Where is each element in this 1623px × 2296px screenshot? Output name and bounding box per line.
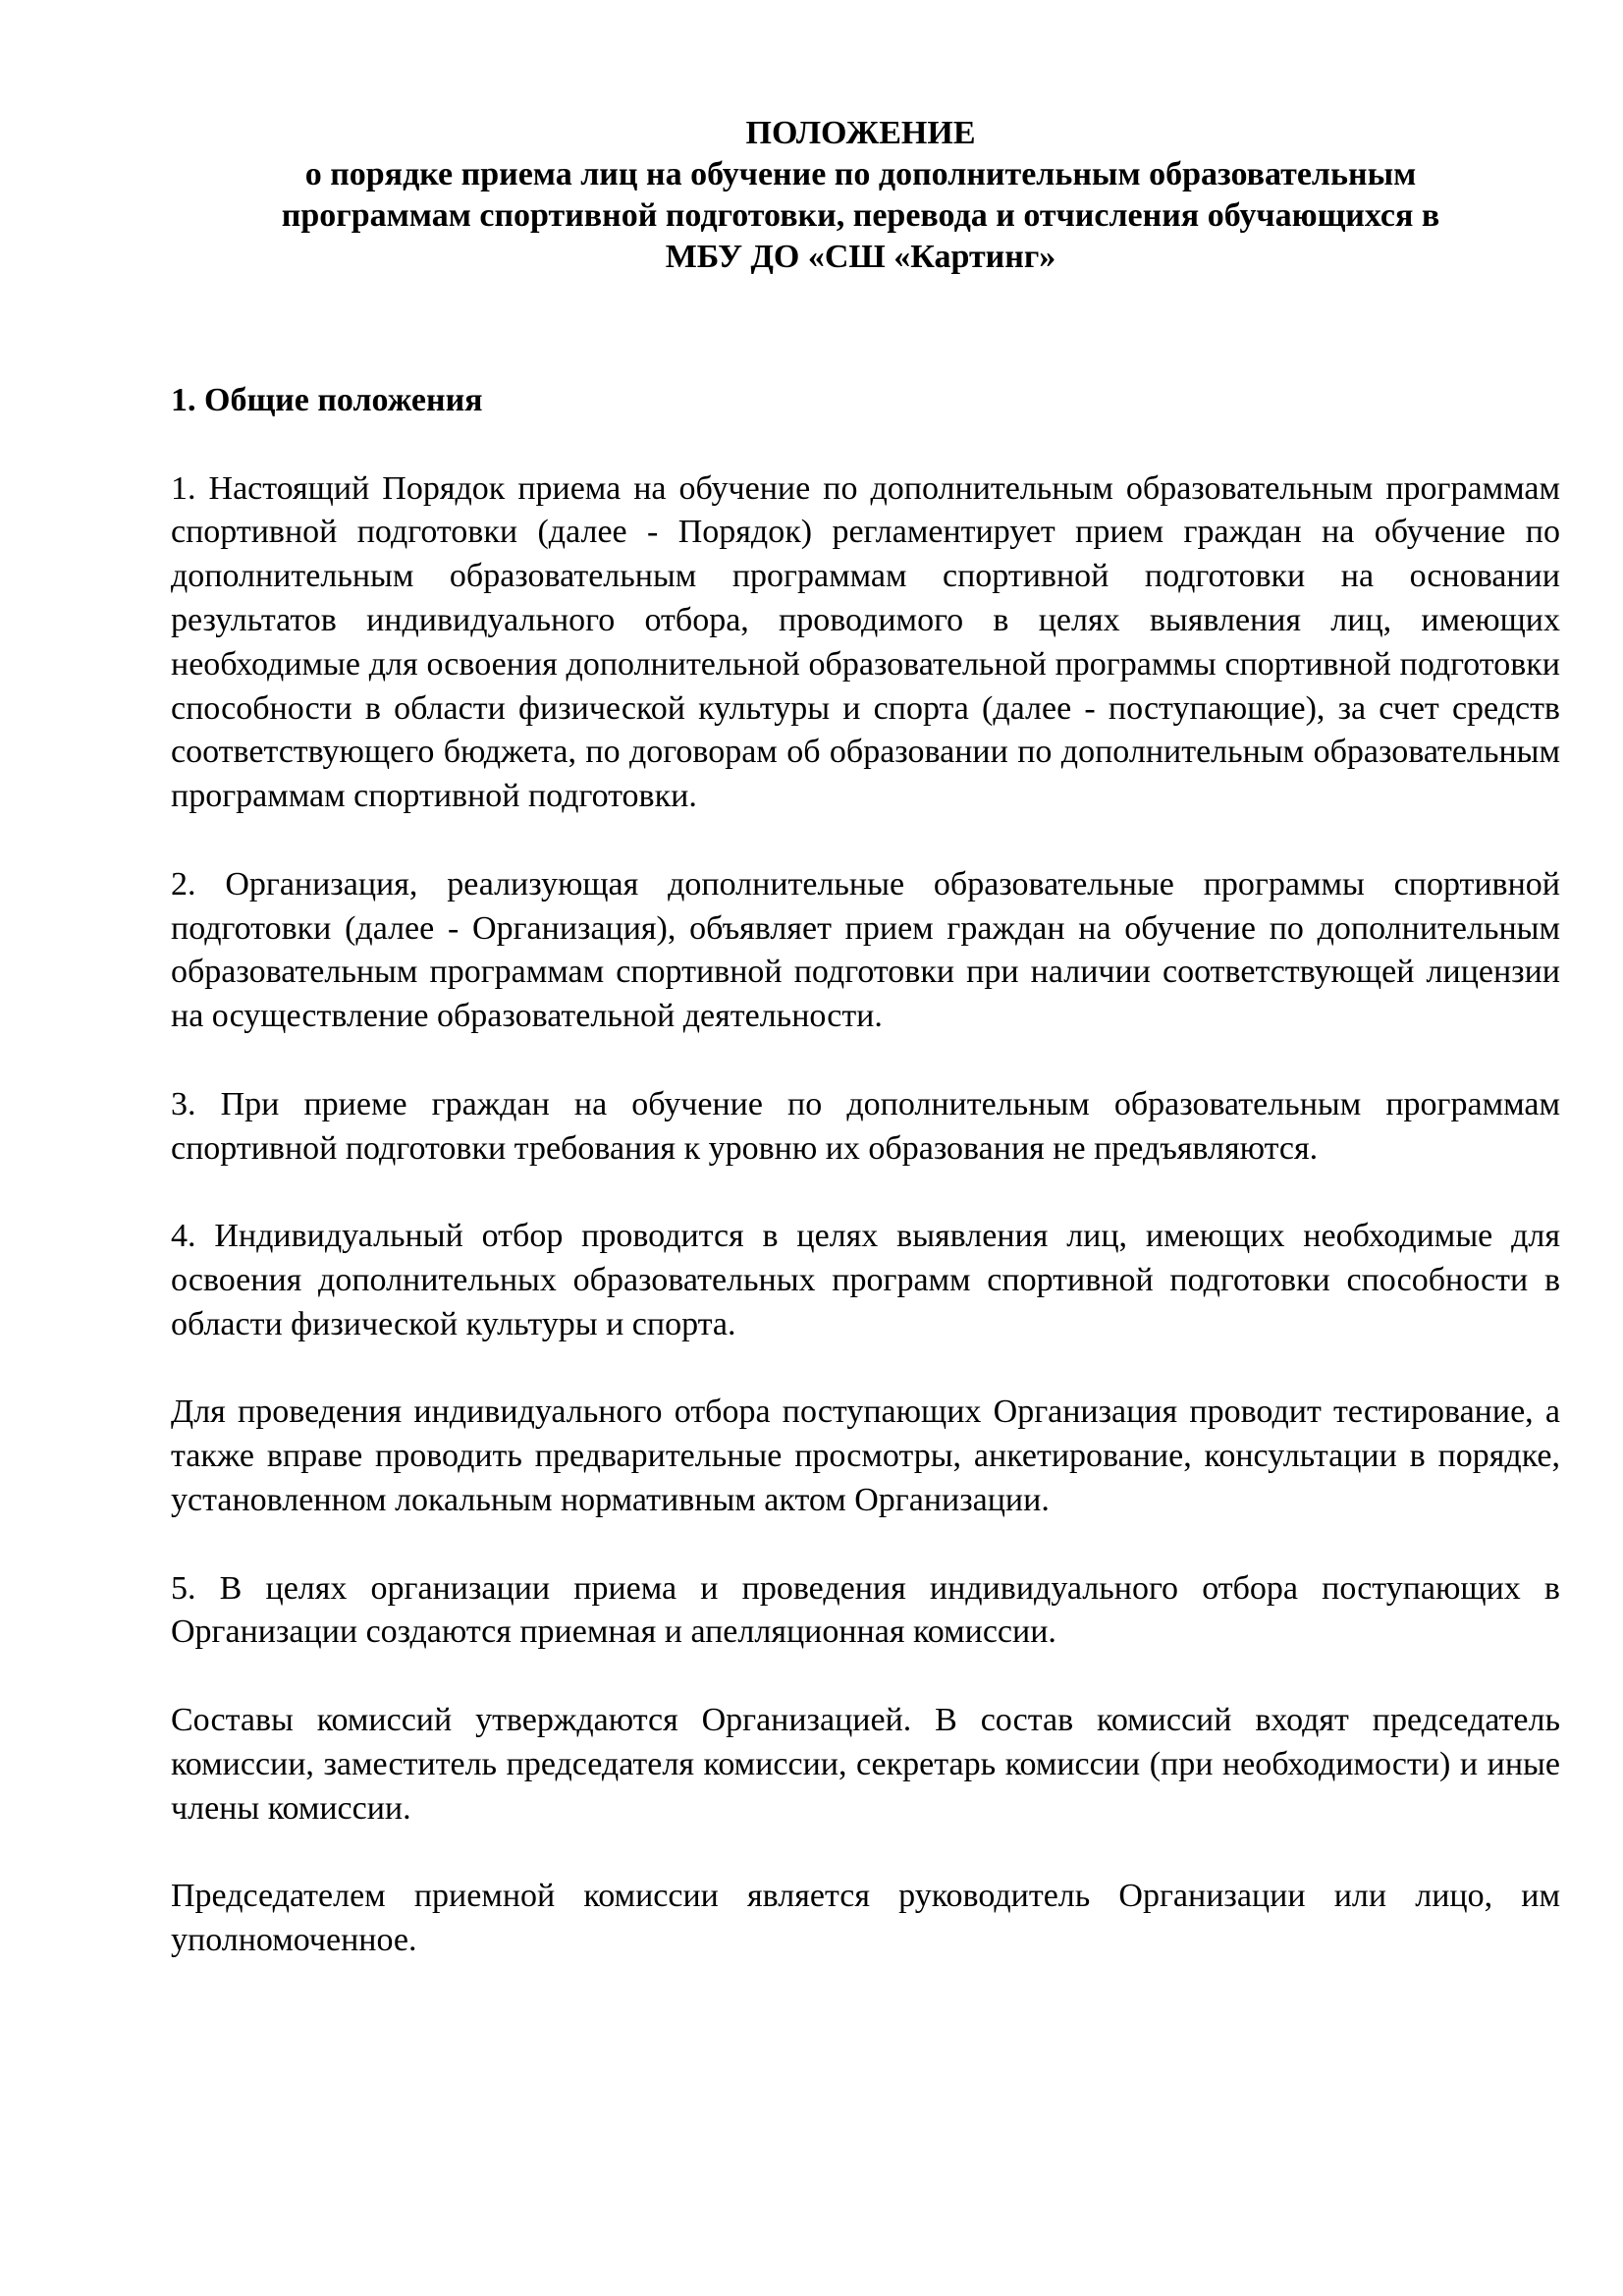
paragraph-2: 2. Организация, реализующая дополнительные образовательные программы спортивной подготовки (далее - Организация), объявляет прием граждан на обучение по дополнительным образовательным программам спортивной подготовки при наличии соответствующей лицензии на осуществление образовательной деятельности. <box>171 865 1560 1035</box>
title-line: о порядке приема лиц на обучение по дополнительным образовательным <box>304 156 1417 192</box>
paragraph-3: 3. При приеме граждан на обучение по дополнительным образовательным программам спортивной подготовки требования к уровню их образования не предъявляются. <box>171 1085 1560 1167</box>
paragraph-commission-chair: Председателем приемной комиссии является руководитель Организации или лицо, им уполномоченное. <box>171 1878 1560 1958</box>
paragraph-commission-composition: Составы комиссий утверждаются Организацией. В состав комиссий входят председатель комиссии, заместитель председателя комиссии, секретарь комиссии (при необходимости) и иные члены комиссии. <box>171 1701 1560 1827</box>
document-body <box>171 379 1560 1963</box>
paragraph-1: 1. Настоящий Порядок приема на обучение по дополнительным образовательным программам спортивной подготовки (далее - Порядок) регламентирует прием граждан на обучение по дополнительным образовательным программам спортивной подготовки на основании результатов индивидуального отбора, проводимого в целях выявления лиц, имеющих необходимые для освоения дополнительной образовательной программы спортивной подготовки способности в области физической культуры и спорта (далее - поступающие), за счет средств соответствующего бюджета, по договорам об образовании по дополнительным образовательным программам спортивной подготовки. <box>171 469 1560 815</box>
title-line: МБУ ДО «СШ «Картинг» <box>665 239 1056 275</box>
title-line: ПОЛОЖЕНИЕ <box>745 115 976 151</box>
paragraph-4: 4. Индивидуальный отбор проводится в целях выявления лиц, имеющих необходимые для освоения дополнительных образовательных программ спортивной подготовки способности в области физической культуры и спорта. <box>171 1218 1560 1342</box>
section-heading: 1. Общие положения <box>171 382 483 418</box>
title-line: программам спортивной подготовки, перевода и отчисления обучающихся в <box>281 197 1440 234</box>
paragraph-selection-methods: Для проведения индивидуального отбора поступающих Организация проводит тестирование, а также вправе проводить предварительные просмотры, анкетирование, консультации в порядке, установленном локальным нормативным актом Организации. <box>171 1394 1560 1518</box>
document-title <box>147 113 1574 278</box>
paragraph-5: 5. В целях организации приема и проведения индивидуального отбора поступающих в Организации создаются приемная и апелляционная комиссии. <box>171 1569 1560 1651</box>
